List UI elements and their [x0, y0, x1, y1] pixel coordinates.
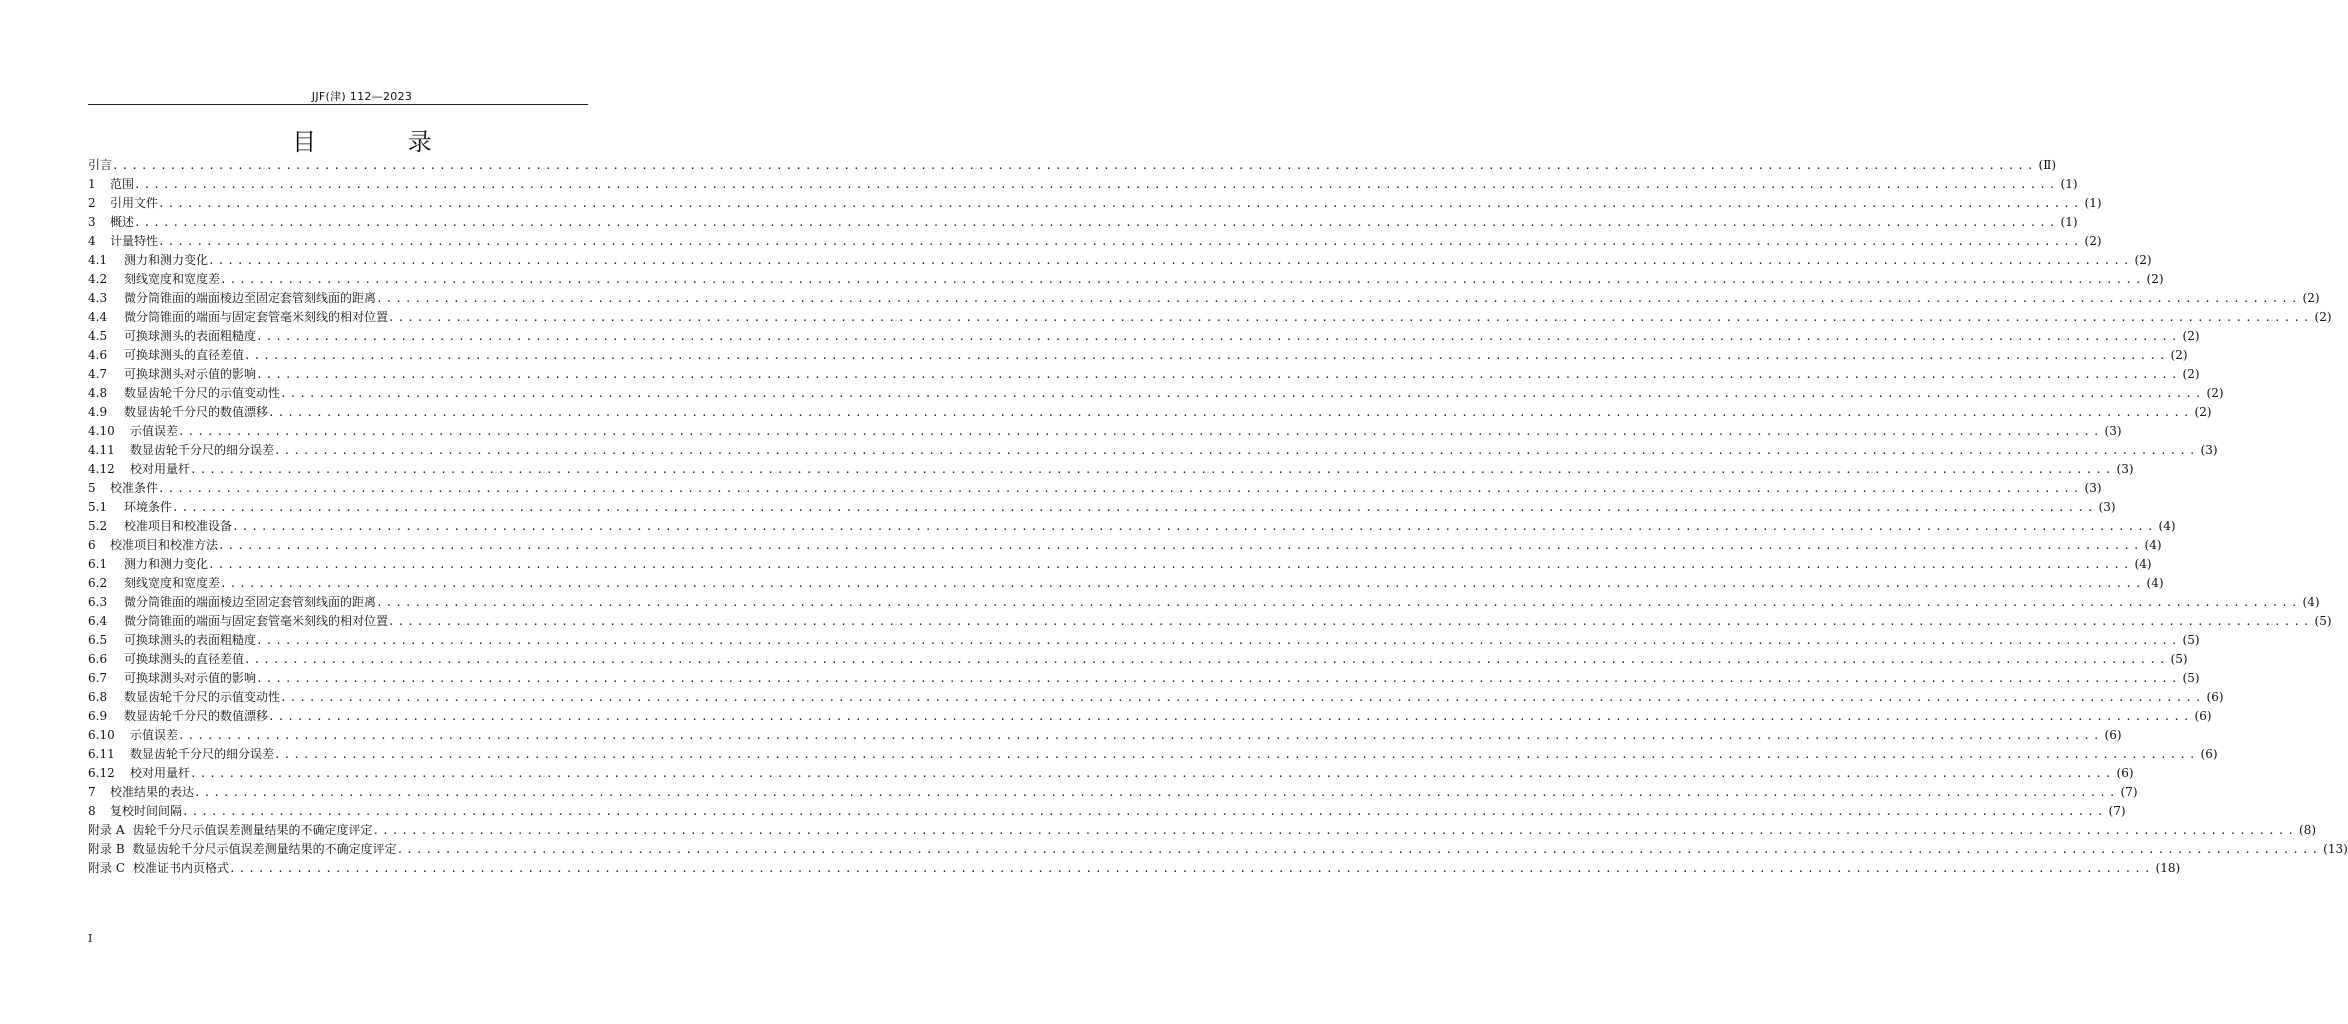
toc-entry[interactable]	[88, 574, 2164, 593]
toc-entry[interactable]	[88, 156, 2057, 175]
toc-entry[interactable]	[88, 232, 2102, 251]
toc-entry-number: 2	[88, 196, 96, 210]
toc-entry-page: (6)	[2206, 690, 2224, 704]
toc-entry-page: (1)	[2060, 177, 2078, 191]
toc-entry-title: 校准项目和校准方法	[110, 538, 219, 552]
toc-entry[interactable]	[88, 821, 2317, 840]
toc-entry-number: 1	[88, 177, 96, 191]
toc-entry-title: 刻线宽度和宽度差	[124, 272, 221, 286]
toc-entry-page: (6)	[2104, 728, 2122, 742]
toc-entry[interactable]	[88, 422, 2122, 441]
toc-leader-dots: ........................................................................................................................................................................................................	[274, 444, 2199, 457]
toc-entry-page: (13)	[2323, 842, 2348, 856]
toc-entry-title: 可换球测头对示值的影响	[124, 671, 257, 685]
toc-entry-page: (5)	[2182, 671, 2200, 685]
toc-entry[interactable]	[88, 688, 2224, 707]
toc-entry[interactable]	[88, 384, 2224, 403]
toc-entry-page: (6)	[2116, 766, 2134, 780]
toc-leader-dots: ........................................................................................................................................................................................................	[280, 387, 2205, 400]
toc-entry-number: 5.1	[88, 500, 108, 514]
toc-entry-number: 4.8	[88, 386, 108, 400]
toc-leader-dots: ........................................................................................................................................................................................................	[388, 615, 2313, 628]
document-code-header: JJF(津) 112—2023	[311, 90, 413, 103]
toc-entry-title: 复校时间间隔	[110, 804, 183, 818]
page-title: 目 录	[292, 128, 474, 156]
toc-entry-page: (5)	[2182, 633, 2200, 647]
toc-leader-dots: ........................................................................................................................................................................................................	[158, 235, 2083, 248]
toc-leader-dots: ........................................................................................................................................................................................................	[244, 653, 2169, 666]
toc-entry-page: (18)	[2155, 861, 2181, 875]
toc-entry-title: 数显齿轮千分尺的细分误差	[130, 443, 275, 457]
toc-entry-title: 校准项目和校准设备	[124, 519, 233, 533]
toc-entry-page: (4)	[2302, 595, 2320, 609]
toc-leader-dots: ........................................................................................................................................................................................................	[376, 292, 2301, 305]
toc-entry-page: (2)	[2302, 291, 2320, 305]
toc-entry-number: 4.12	[88, 462, 115, 476]
toc-entry-title: 微分筒锥面的端面棱边至固定套管刻线面的距离	[124, 595, 377, 609]
toc-entry-number: 4.6	[88, 348, 108, 362]
toc-entry[interactable]	[88, 764, 2134, 783]
toc-entry-page: (6)	[2200, 747, 2218, 761]
toc-leader-dots: ........................................................................................................................................................................................................	[158, 482, 2083, 495]
toc-entry-number: 附录 C	[88, 861, 125, 875]
toc-entry-page: (2)	[2084, 234, 2102, 248]
toc-entry-number: 8	[88, 804, 96, 818]
toc-entry-number: 4.5	[88, 329, 108, 343]
toc-leader-dots: ........................................................................................................................................................................................................	[208, 558, 2133, 571]
toc-entry-page: (8)	[2299, 823, 2317, 837]
toc-entry-title: 范围	[110, 177, 135, 191]
toc-entry-title: 可换球测头对示值的影响	[124, 367, 257, 381]
toc-leader-dots: ........................................................................................................................................................................................................	[208, 254, 2133, 267]
toc-entry-page: (3)	[2098, 500, 2116, 514]
toc-entry-number: 4.3	[88, 291, 108, 305]
toc-entry-number: 6.9	[88, 709, 108, 723]
toc-entry-number: 4.9	[88, 405, 108, 419]
toc-entry-number: 4.1	[88, 253, 108, 267]
toc-entry-title: 齿轮千分尺示值误差测量结果的不确定度评定	[132, 823, 373, 837]
toc-leader-dots: ........................................................................................................................................................................................................	[190, 767, 2115, 780]
toc-entry[interactable]	[88, 707, 2212, 726]
toc-entry-number: 7	[88, 785, 96, 799]
toc-leader-dots: ........................................................................................................................................................................................................	[376, 596, 2301, 609]
toc-entry-title: 数显齿轮千分尺的细分误差	[130, 747, 275, 761]
toc-entry-number: 4	[88, 234, 96, 248]
toc-leader-dots: ........................................................................................................................................................................................................	[256, 672, 2181, 685]
toc-entry-page: (1)	[2060, 215, 2078, 229]
toc-entry[interactable]	[88, 802, 2126, 821]
toc-entry-title: 数显齿轮千分尺的数值漂移	[124, 405, 269, 419]
toc-entry-page: (2)	[2194, 405, 2212, 419]
toc-entry-title: 可换球测头的直径差值	[124, 652, 245, 666]
toc-leader-dots: ........................................................................................................................................................................................................	[280, 691, 2205, 704]
toc-entry-title: 校对用量杆	[130, 462, 191, 476]
toc-entry-title: 校准结果的表达	[110, 785, 195, 799]
toc-entry-title: 环境条件	[124, 500, 173, 514]
toc-entry-title: 刻线宽度和宽度差	[124, 576, 221, 590]
toc-entry-title: 数显齿轮千分尺示值误差测量结果的不确定度评定	[132, 842, 397, 856]
toc-leader-dots: ........................................................................................................................................................................................................	[220, 577, 2145, 590]
toc-entry-number: 4.2	[88, 272, 108, 286]
toc-entry[interactable]	[88, 308, 2332, 327]
toc-entry-page: (7)	[2120, 785, 2138, 799]
toc-leader-dots: ........................................................................................................................................................................................................	[268, 710, 2193, 723]
toc-entry[interactable]	[88, 441, 2218, 460]
toc-entry[interactable]	[88, 745, 2218, 764]
toc-entry-title: 可换球测头的表面粗糙度	[124, 329, 257, 343]
toc-leader-dots: ........................................................................................................................................................................................................	[229, 862, 2154, 875]
toc-entry[interactable]	[88, 403, 2212, 422]
toc-leader-dots: ........................................................................................................................................................................................................	[158, 197, 2083, 210]
toc-entry-title: 测力和测力变化	[124, 253, 209, 267]
toc-entry[interactable]	[88, 270, 2164, 289]
toc-entry-page: (5)	[2314, 614, 2332, 628]
toc-entry-title: 数显齿轮千分尺的示值变动性	[124, 690, 281, 704]
toc-leader-dots: ........................................................................................................................................................................................................	[178, 729, 2103, 742]
toc-entry-page: (4)	[2144, 538, 2162, 552]
toc-leader-dots: ........................................................................................................................................................................................................	[190, 463, 2115, 476]
page-number: I	[88, 932, 93, 945]
toc-entry-title: 校准条件	[110, 481, 159, 495]
toc-entry-title: 测力和测力变化	[124, 557, 209, 571]
toc-entry-number: 5	[88, 481, 96, 495]
toc-entry-page: (3)	[2116, 462, 2134, 476]
toc-entry[interactable]	[88, 555, 2152, 574]
toc-leader-dots: ........................................................................................................................................................................................................	[268, 406, 2193, 419]
toc-entry[interactable]	[88, 498, 2116, 517]
toc-leader-dots: ........................................................................................................................................................................................................	[134, 178, 2059, 191]
toc-entry-number: 附录 A	[88, 823, 125, 837]
toc-entry[interactable]	[88, 365, 2200, 384]
toc-leader-dots: ........................................................................................................................................................................................................	[134, 216, 2059, 229]
toc-entry[interactable]	[88, 840, 2348, 859]
toc-leader-dots: ........................................................................................................................................................................................................	[244, 349, 2169, 362]
toc-leader-dots: ........................................................................................................................................................................................................	[256, 330, 2181, 343]
toc-leader-dots: ........................................................................................................................................................................................................	[256, 368, 2181, 381]
toc-entry-number: 6.10	[88, 728, 115, 742]
toc-entry[interactable]	[88, 346, 2188, 365]
toc-entry[interactable]	[88, 289, 2320, 308]
toc-entry-number: 6.2	[88, 576, 108, 590]
toc-entry-title: 引言	[88, 158, 113, 172]
toc-entry-title: 微分筒锥面的端面棱边至固定套管刻线面的距离	[124, 291, 377, 305]
toc-entry-title: 校准证书内页格式	[133, 861, 230, 875]
toc-entry-page: (4)	[2134, 557, 2152, 571]
toc-entry-title: 引用文件	[110, 196, 159, 210]
toc-entry-title: 微分筒锥面的端面与固定套管毫米刻线的相对位置	[124, 310, 389, 324]
toc-entry-page: (2)	[2182, 329, 2200, 343]
toc-entry[interactable]	[88, 479, 2102, 498]
toc-entry-number: 4.4	[88, 310, 108, 324]
toc-entry-page: (7)	[2108, 804, 2126, 818]
toc-entry-page: (2)	[2146, 272, 2164, 286]
toc-entry[interactable]	[88, 194, 2102, 213]
toc-entry[interactable]	[88, 612, 2332, 631]
toc-entry-page: (2)	[2314, 310, 2332, 324]
toc-entry[interactable]	[88, 536, 2162, 555]
toc-leader-dots: ........................................................................................................................................................................................................	[388, 311, 2313, 324]
toc-entry-page: (4)	[2158, 519, 2176, 533]
toc-entry-title: 可换球测头的直径差值	[124, 348, 245, 362]
toc-entry-page: (4)	[2146, 576, 2164, 590]
toc-entry-number: 6.4	[88, 614, 108, 628]
toc-entry-page: (2)	[2206, 386, 2224, 400]
toc-leader-dots: ........................................................................................................................................................................................................	[232, 520, 2157, 533]
toc-entry-number: 4.10	[88, 424, 115, 438]
header-divider	[88, 104, 588, 105]
toc-entry[interactable]	[88, 175, 2078, 194]
toc-entry[interactable]	[88, 631, 2200, 650]
toc-entry-number: 附录 B	[88, 842, 125, 856]
toc-entry-number: 4.11	[88, 443, 115, 457]
toc-entry-page: (2)	[2170, 348, 2188, 362]
toc-leader-dots: ........................................................................................................................................................................................................	[194, 786, 2119, 799]
toc-entry-page: (6)	[2194, 709, 2212, 723]
toc-entry-number: 6.7	[88, 671, 108, 685]
toc-entry-title: 数显齿轮千分尺的数值漂移	[124, 709, 269, 723]
toc-entry-number: 6.8	[88, 690, 108, 704]
toc-leader-dots: ........................................................................................................................................................................................................	[256, 634, 2181, 647]
toc-entry[interactable]	[88, 650, 2188, 669]
toc-entry-title: 微分筒锥面的端面与固定套管毫米刻线的相对位置	[124, 614, 389, 628]
toc-entry-number: 3	[88, 215, 96, 229]
toc-entry[interactable]	[88, 669, 2200, 688]
toc-entry[interactable]	[88, 726, 2122, 745]
toc-leader-dots: ........................................................................................................................................................................................................	[178, 425, 2103, 438]
toc-entry-title: 数显齿轮千分尺的示值变动性	[124, 386, 281, 400]
toc-leader-dots: ........................................................................................................................................................................................................	[112, 159, 2037, 172]
toc-entry-page: (5)	[2170, 652, 2188, 666]
toc-entry-number: 4.7	[88, 367, 108, 381]
toc-leader-dots: ........................................................................................................................................................................................................	[372, 824, 2298, 837]
toc-entry-number: 6.3	[88, 595, 108, 609]
toc-entry-title: 概述	[110, 215, 135, 229]
toc-leader-dots: ........................................................................................................................................................................................................	[172, 501, 2097, 514]
toc-entry[interactable]	[88, 517, 2176, 536]
toc-leader-dots: ........................................................................................................................................................................................................	[274, 748, 2199, 761]
toc-entry[interactable]	[88, 327, 2200, 346]
toc-entry-page: (Ⅱ)	[2038, 158, 2057, 172]
toc-entry-page: (3)	[2084, 481, 2102, 495]
toc-entry-number: 6.6	[88, 652, 108, 666]
toc-entry[interactable]	[88, 859, 2181, 878]
toc-entry[interactable]	[88, 593, 2320, 612]
toc-entry-title: 示值误差	[130, 424, 179, 438]
toc-entry[interactable]	[88, 460, 2134, 479]
toc-entry-page: (2)	[2134, 253, 2152, 267]
toc-leader-dots: ........................................................................................................................................................................................................	[182, 805, 2107, 818]
toc-entry[interactable]	[88, 213, 2078, 232]
toc-entry-page: (1)	[2084, 196, 2102, 210]
toc-entry-number: 6.12	[88, 766, 115, 780]
toc-leader-dots: ........................................................................................................................................................................................................	[218, 539, 2143, 552]
toc-entry-number: 6.11	[88, 747, 115, 761]
toc-leader-dots: ........................................................................................................................................................................................................	[396, 843, 2322, 856]
toc-entry-number: 6.5	[88, 633, 108, 647]
toc-entry-title: 可换球测头的表面粗糙度	[124, 633, 257, 647]
toc-entry-number: 5.2	[88, 519, 108, 533]
toc-entry-page: (3)	[2200, 443, 2218, 457]
toc-entry-title: 计量特性	[110, 234, 159, 248]
toc-entry[interactable]	[88, 783, 2138, 802]
toc-entry-title: 示值误差	[130, 728, 179, 742]
toc-entry[interactable]	[88, 251, 2152, 270]
table-of-contents	[88, 156, 2348, 878]
toc-entry-number: 6.1	[88, 557, 108, 571]
toc-leader-dots: ........................................................................................................................................................................................................	[220, 273, 2145, 286]
toc-entry-number: 6	[88, 538, 96, 552]
toc-entry-page: (3)	[2104, 424, 2122, 438]
toc-entry-title: 校对用量杆	[130, 766, 191, 780]
toc-entry-page: (2)	[2182, 367, 2200, 381]
